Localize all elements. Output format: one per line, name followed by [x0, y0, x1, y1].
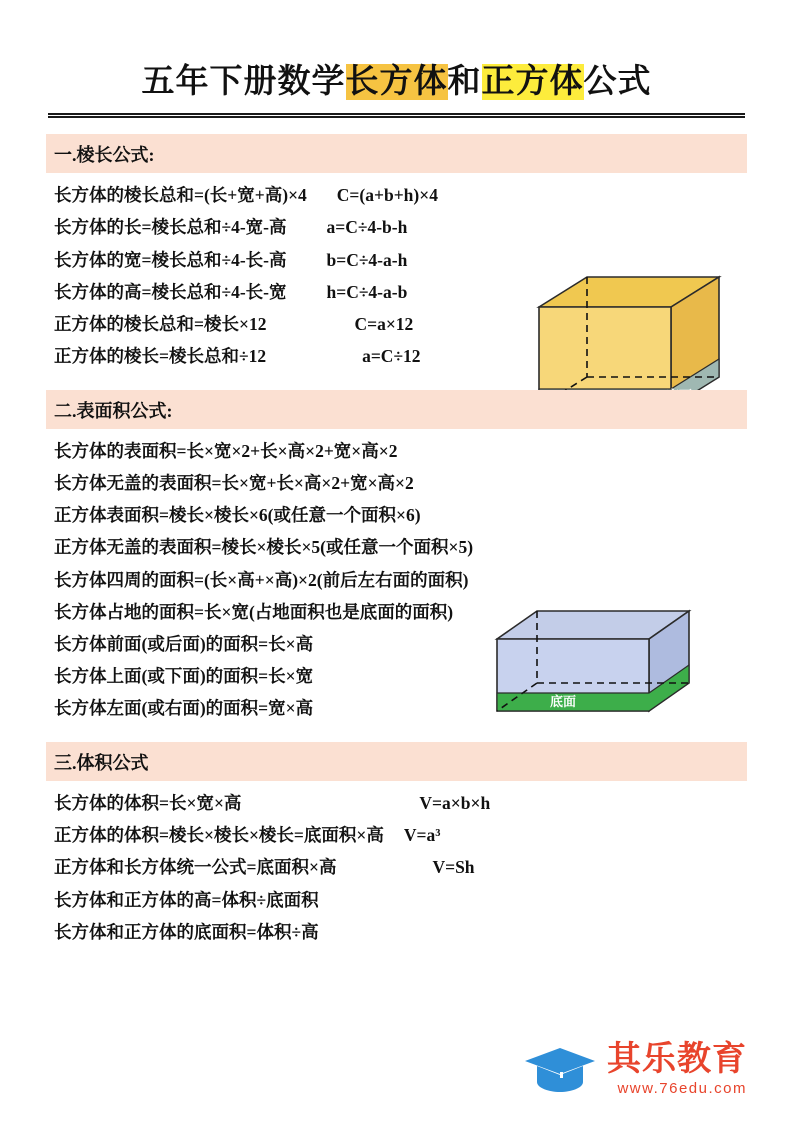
formula-list	[46, 781, 747, 950]
formula-text-symbolic: h=C÷4-a-b	[326, 281, 408, 302]
figure-base-label: 底面	[549, 694, 577, 709]
formula-text-symbolic: C=(a+b+h)×4	[336, 185, 438, 206]
formula-row	[46, 467, 747, 499]
formula-text-cn: 长方体和正方体的高=体积÷底面积	[54, 889, 319, 910]
formula-text-cn: 长方体的宽=棱长总和÷4-长-高	[54, 249, 287, 270]
formula-row	[46, 499, 747, 531]
formula-text-symbolic: V=a³	[403, 825, 441, 846]
formula-text-cn: 正方体的体积=棱长×棱长×棱长=底面积×高	[54, 825, 384, 846]
formula-text-cn: 长方体的表面积=长×宽×2+长×高×2+宽×高×2	[54, 441, 398, 461]
page-title	[46, 62, 747, 103]
page-title-highlight1: 长方体	[345, 64, 448, 100]
formula-text-cn: 长方体的高=棱长总和÷4-长-宽	[54, 281, 287, 302]
formula-text-symbolic: C=a×12	[354, 313, 414, 334]
formula-row	[46, 531, 747, 563]
formula-text-symbolic: V=Sh	[432, 857, 475, 878]
formula-text-symbolic: a=C÷12	[362, 345, 421, 366]
formula-list	[46, 173, 747, 374]
formula-text-cn: 长方体前面(或后面)的面积=长×高	[54, 633, 314, 654]
formula-text-cn: 正方体表面积=棱长×棱长×6(或任意一个面积×6)	[54, 505, 421, 526]
formula-row	[46, 916, 747, 948]
formula-text-cn: 长方体的棱长总和=(长+宽+高)×4	[54, 185, 307, 206]
formula-text-cn: 长方体上面(或下面)的面积=长×宽	[54, 665, 314, 686]
formula-text-cn: 长方体四周的面积=(长×高+×高)×2(前后左右面的面积)	[54, 569, 469, 590]
cuboid-blue-icon	[489, 605, 699, 733]
formula-text-symbolic: b=C÷4-a-h	[326, 249, 408, 270]
title-divider	[48, 113, 745, 118]
formula-text-cn: 长方体占地的面积=长×宽(占地面积也是底面的面积)	[54, 601, 454, 622]
section-edge-length	[46, 134, 747, 374]
section-volume	[46, 742, 747, 950]
section-surface-area	[46, 390, 747, 726]
section-heading: 三.体积公式	[46, 742, 747, 781]
formula-text-cn: 长方体的体积=长×宽×高	[54, 793, 242, 814]
brand-text	[607, 1040, 747, 1097]
formula-row	[46, 851, 747, 883]
formula-text-cn: 正方体的棱长=棱长总和÷12	[54, 345, 267, 366]
section-heading: 二.表面积公式:	[46, 390, 747, 429]
page-title-part2: 和	[447, 64, 482, 100]
formula-text-cn: 长方体左面(或右面)的面积=宽×高	[54, 698, 314, 718]
formula-row	[46, 435, 747, 467]
formula-list	[46, 429, 747, 726]
formula-row	[46, 884, 747, 916]
formula-row	[46, 211, 747, 243]
formula-text-symbolic: a=C÷4-b-h	[326, 217, 408, 238]
formula-row	[46, 564, 747, 596]
section-heading: 一.棱长公式:	[46, 134, 747, 173]
graduation-cap-icon	[523, 1042, 597, 1096]
page-title-block	[46, 0, 747, 118]
formula-text-cn: 正方体的棱长总和=棱长×12	[54, 313, 267, 334]
formula-text-cn: 正方体和长方体统一公式=底面积×高	[54, 857, 337, 878]
formula-text-cn: 长方体无盖的表面积=长×宽+长×高×2+宽×高×2	[54, 473, 414, 494]
page-title-part1: 五年下册数学	[141, 64, 346, 100]
formula-row	[46, 819, 747, 851]
brand-name: 其乐教育	[607, 1040, 747, 1078]
formula-row	[46, 787, 747, 819]
brand-url: www.76edu.com	[617, 1079, 747, 1097]
formula-text-cn: 长方体和正方体的底面积=体积÷高	[54, 921, 319, 942]
page-title-highlight2: 正方体	[481, 64, 584, 100]
formula-text-symbolic: V=a×b×h	[419, 793, 491, 814]
brand-logo	[523, 1042, 747, 1096]
formula-text-cn: 长方体的长=棱长总和÷4-宽-高	[54, 217, 287, 238]
page-title-part3: 公式	[583, 64, 652, 100]
formula-row	[46, 179, 747, 211]
formula-text-cn: 正方体无盖的表面积=棱长×棱长×5(或任意一个面积×5)	[54, 537, 474, 558]
